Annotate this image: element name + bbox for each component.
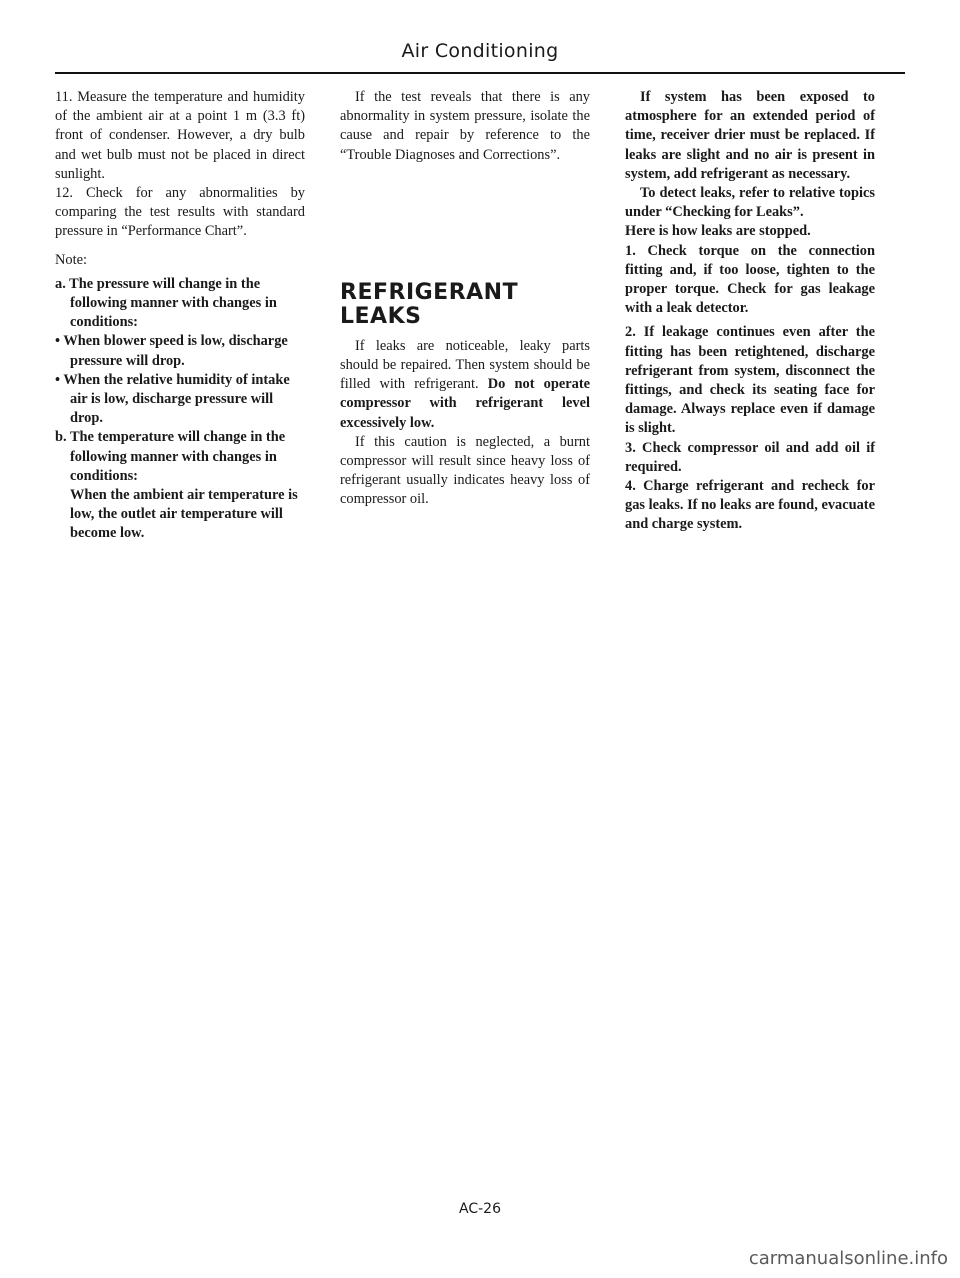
note-bullet-blower: • When blower speed is low, discharge pressure will drop. (55, 333, 288, 369)
header-divider (55, 72, 905, 74)
column-right (625, 88, 875, 535)
step-2: 2. If leakage continues even after the fitting has been retightened, discharge refrigerant from system, disconnect the fittings, and check its seating face for damage. Always replace even if damage is slight. (625, 324, 875, 437)
column-left (55, 88, 305, 544)
detect-leaks-paragraph: To detect leaks, refer to relative topics under “Checking for Leaks”. (625, 185, 875, 221)
column-middle (340, 88, 590, 510)
site-watermark: carmanualsonline.info (748, 1248, 948, 1269)
receiver-drier-paragraph: If system has been exposed to atmosphere for an extended period of time, receiver drier must be replaced. If leaks are slight and no air is present in system, add refrigerant as necessary. (625, 89, 875, 182)
section-title-refrigerant-leaks: REFRIGERANT LEAKS (340, 279, 519, 329)
note-a: a. The pressure will change in the following manner with changes in conditions: (55, 275, 277, 331)
step-12: 12. Check for any abnormalities by comparing the test results with standard pressure in “Performance Chart”. (55, 185, 305, 240)
note-b: b. The temperature will change in the following manner with changes in conditions: (55, 429, 286, 484)
step-1: 1. Check torque on the connection fitting and, if too loose, tighten to the proper torque. Check for gas leakage with a leak detector. (625, 242, 875, 317)
test-result-intro: If the test reveals that there is any abnormality in system pressure, isolate the cause and repair by reference to the “Trouble Diagnoses and Corrections”. (340, 89, 590, 163)
stop-leaks-intro: Here is how leaks are stopped. (625, 223, 811, 240)
step-4: 4. Charge refrigerant and recheck for gas leaks. If no leaks are found, evacuate and charge system. (625, 478, 875, 533)
note-bullet-humidity: • When the relative humidity of intake air is low, discharge pressure will drop. (55, 371, 290, 427)
leaks-paragraph: If leaks are noticeable, leaky parts should be repaired. Then system should be filled with refrigerant. Do not operate compressor with refrigerant level excessively low. (340, 337, 591, 431)
page-header-title: Air Conditioning (401, 40, 559, 62)
step-11: 11. Measure the temperature and humidity of the ambient air at a point 1 m (3.3 ft) front of condenser. However, a dry bulb and wet bulb must not be placed in direct sunlight. (55, 89, 305, 182)
note-label: Note: (55, 251, 87, 268)
page-number: AC-26 (459, 1201, 501, 1217)
step-3: 3. Check compressor oil and add oil if required. (625, 439, 875, 475)
caution-paragraph: If this caution is neglected, a burnt compressor will result since heavy loss of refrigerant usually indicates heavy loss of compressor oil. (340, 433, 590, 508)
note-b-detail: When the ambient air temperature is low, the outlet air temperature will become low. (70, 487, 298, 542)
